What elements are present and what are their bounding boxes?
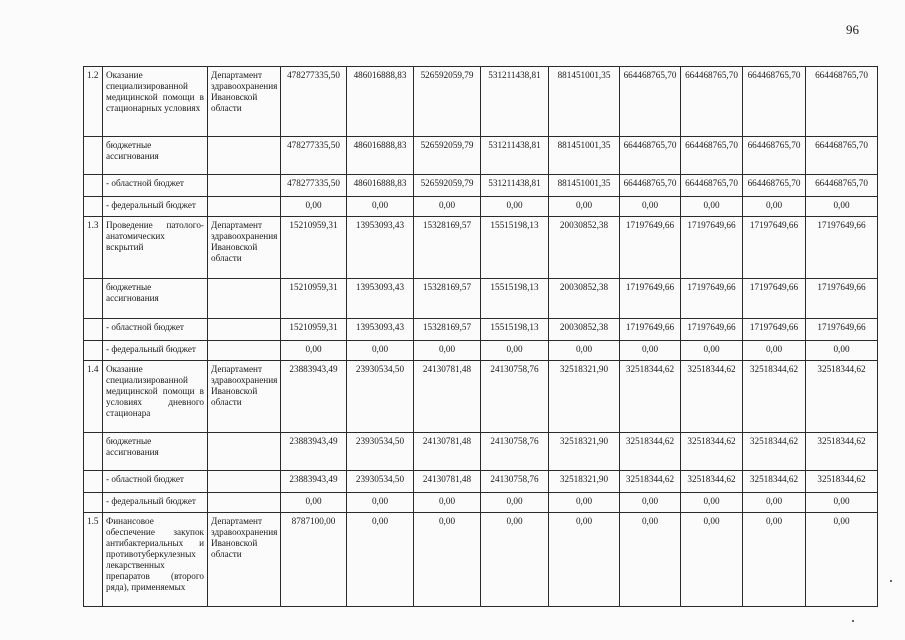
executor-cell [208,493,281,513]
value-cell: 20030852,38 [549,279,620,319]
value-cell: 23930534,50 [347,471,414,493]
row-index-cell [84,197,103,217]
row-index-cell [84,433,103,471]
value-cell: 486016888,83 [347,175,414,197]
row-index-cell: 1.3 [84,217,103,279]
scan-speck [890,580,892,582]
value-cell: 24130781,48 [414,471,481,493]
value-cell: 32518344,62 [806,471,878,493]
value-cell: 17197649,66 [681,217,743,279]
row-name-cell: - федеральный бюджет [103,493,208,513]
value-cell: 15210959,31 [281,319,347,341]
value-cell: 0,00 [481,513,549,607]
table-row-subitem [84,319,878,341]
executor-cell [208,137,281,175]
value-cell: 0,00 [549,341,620,361]
value-cell: 32518344,62 [620,471,681,493]
value-cell: 17197649,66 [806,319,878,341]
value-cell: 0,00 [481,493,549,513]
value-cell: 0,00 [681,513,743,607]
value-cell: 0,00 [743,513,806,607]
value-cell: 0,00 [806,341,878,361]
executor-cell [208,433,281,471]
value-cell: 23883943,49 [281,361,347,433]
value-cell: 23930534,50 [347,433,414,471]
value-cell: 0,00 [549,197,620,217]
value-cell: 15210959,31 [281,217,347,279]
value-cell: 32518344,62 [620,433,681,471]
value-cell: 17197649,66 [681,319,743,341]
executor-cell [208,175,281,197]
table-row-item [84,217,878,279]
value-cell: 0,00 [281,341,347,361]
row-name-cell: бюджетные ассигнования [103,279,208,319]
budget-table [83,66,878,607]
value-cell: 664468765,70 [681,175,743,197]
value-cell: 24130781,48 [414,433,481,471]
table-row-subitem [84,175,878,197]
value-cell: 664468765,70 [743,137,806,175]
table-row-subitem [84,197,878,217]
value-cell: 24130758,76 [481,471,549,493]
value-cell: 17197649,66 [743,279,806,319]
value-cell: 13953093,43 [347,319,414,341]
row-index-cell [84,493,103,513]
executor-cell [208,197,281,217]
value-cell: 15210959,31 [281,279,347,319]
page-number: 96 [846,22,859,37]
row-name-cell: Оказание специализированной медицинской помощи в условиях дневного стационара [103,361,208,433]
value-cell: 20030852,38 [549,319,620,341]
row-name-cell: Финансовое обеспечение закупок антибактериальных и противотуберкулезных лекарственных препаратов (второго ряда), применяемых [103,513,208,607]
value-cell: 0,00 [347,197,414,217]
value-cell: 486016888,83 [347,67,414,137]
row-index-cell [84,137,103,175]
row-index-cell [84,319,103,341]
value-cell: 20030852,38 [549,217,620,279]
value-cell: 32518344,62 [681,471,743,493]
value-cell: 664468765,70 [806,137,878,175]
value-cell: 0,00 [347,341,414,361]
value-cell: 0,00 [743,493,806,513]
value-cell: 0,00 [481,197,549,217]
value-cell: 478277335,50 [281,67,347,137]
value-cell: 0,00 [281,493,347,513]
value-cell: 531211438,81 [481,67,549,137]
value-cell: 32518344,62 [743,433,806,471]
value-cell: 664468765,70 [743,67,806,137]
value-cell: 486016888,83 [347,137,414,175]
value-cell: 0,00 [806,197,878,217]
value-cell: 0,00 [620,197,681,217]
row-index-cell: 1.2 [84,67,103,137]
value-cell: 23883943,49 [281,471,347,493]
value-cell: 0,00 [681,493,743,513]
value-cell: 0,00 [681,197,743,217]
row-name-cell: Оказание специализированной медицинской помощи в стационарных условиях [103,67,208,137]
row-index-cell: 1.5 [84,513,103,607]
value-cell: 0,00 [414,197,481,217]
value-cell: 15515198,13 [481,319,549,341]
executor-cell [208,279,281,319]
value-cell: 15328169,57 [414,279,481,319]
value-cell: 664468765,70 [620,175,681,197]
executor-cell [208,319,281,341]
table-row-subitem [84,433,878,471]
value-cell: 0,00 [620,513,681,607]
row-name-cell: - федеральный бюджет [103,197,208,217]
table-row-subitem [84,279,878,319]
executor-cell: Департамент здравоохранения Ивановской области [208,67,281,137]
executor-cell: Департамент здравоохранения Ивановской области [208,513,281,607]
value-cell: 0,00 [743,197,806,217]
value-cell: 32518344,62 [806,433,878,471]
value-cell: 15515198,13 [481,217,549,279]
value-cell: 664468765,70 [620,67,681,137]
value-cell: 531211438,81 [481,137,549,175]
value-cell: 8787100,00 [281,513,347,607]
value-cell: 0,00 [806,493,878,513]
value-cell: 0,00 [806,513,878,607]
value-cell: 0,00 [414,513,481,607]
value-cell: 526592059,79 [414,175,481,197]
value-cell: 17197649,66 [620,217,681,279]
executor-cell: Департамент здравоохранения Ивановской области [208,217,281,279]
value-cell: 17197649,66 [620,319,681,341]
value-cell: 24130781,48 [414,361,481,433]
value-cell: 881451001,35 [549,175,620,197]
value-cell: 0,00 [620,341,681,361]
value-cell: 526592059,79 [414,137,481,175]
value-cell: 23930534,50 [347,361,414,433]
value-cell: 17197649,66 [743,319,806,341]
row-index-cell [84,175,103,197]
row-name-cell: бюджетные ассигнования [103,137,208,175]
value-cell: 17197649,66 [620,279,681,319]
value-cell: 15515198,13 [481,279,549,319]
value-cell: 32518344,62 [743,361,806,433]
value-cell: 32518321,90 [549,361,620,433]
scan-speck [852,620,854,622]
row-index-cell: 1.4 [84,361,103,433]
row-name-cell: - областной бюджет [103,319,208,341]
row-name-cell: - областной бюджет [103,175,208,197]
row-name-cell: бюджетные ассигнования [103,433,208,471]
value-cell: 478277335,50 [281,137,347,175]
value-cell: 526592059,79 [414,67,481,137]
value-cell: 664468765,70 [681,137,743,175]
value-cell: 0,00 [549,493,620,513]
value-cell: 0,00 [620,493,681,513]
value-cell: 32518321,90 [549,471,620,493]
row-index-cell [84,471,103,493]
value-cell: 0,00 [549,513,620,607]
value-cell: 664468765,70 [681,67,743,137]
value-cell: 0,00 [481,341,549,361]
table-row-subitem [84,137,878,175]
table-row-subitem [84,471,878,493]
value-cell: 23883943,49 [281,433,347,471]
value-cell: 24130758,76 [481,433,549,471]
value-cell: 32518344,62 [681,433,743,471]
value-cell: 0,00 [743,341,806,361]
value-cell: 881451001,35 [549,67,620,137]
value-cell: 32518321,90 [549,433,620,471]
value-cell: 664468765,70 [806,67,878,137]
value-cell: 478277335,50 [281,175,347,197]
value-cell: 24130758,76 [481,361,549,433]
value-cell: 17197649,66 [681,279,743,319]
table-row-item [84,67,878,137]
value-cell: 32518344,62 [743,471,806,493]
value-cell: 17197649,66 [743,217,806,279]
value-cell: 17197649,66 [806,279,878,319]
row-index-cell [84,279,103,319]
value-cell: 881451001,35 [549,137,620,175]
table-row-item [84,361,878,433]
value-cell: 15328169,57 [414,319,481,341]
value-cell: 32518344,62 [620,361,681,433]
value-cell: 664468765,70 [620,137,681,175]
table-row-subitem [84,493,878,513]
value-cell: 0,00 [347,513,414,607]
value-cell: 0,00 [281,197,347,217]
value-cell: 32518344,62 [806,361,878,433]
value-cell: 17197649,66 [806,217,878,279]
executor-cell: Департамент здравоохранения Ивановской области [208,361,281,433]
table-row-item [84,513,878,607]
value-cell: 0,00 [414,341,481,361]
row-name-cell: - областной бюджет [103,471,208,493]
value-cell: 531211438,81 [481,175,549,197]
value-cell: 664468765,70 [743,175,806,197]
value-cell: 0,00 [681,341,743,361]
value-cell: 32518344,62 [681,361,743,433]
executor-cell [208,471,281,493]
value-cell: 15328169,57 [414,217,481,279]
table-row-subitem [84,341,878,361]
value-cell: 664468765,70 [806,175,878,197]
value-cell: 0,00 [414,493,481,513]
value-cell: 0,00 [347,493,414,513]
value-cell: 13953093,43 [347,217,414,279]
value-cell: 13953093,43 [347,279,414,319]
row-name-cell: - федеральный бюджет [103,341,208,361]
row-index-cell [84,341,103,361]
row-name-cell: Проведение патолого-анатомических вскрытий [103,217,208,279]
executor-cell [208,341,281,361]
